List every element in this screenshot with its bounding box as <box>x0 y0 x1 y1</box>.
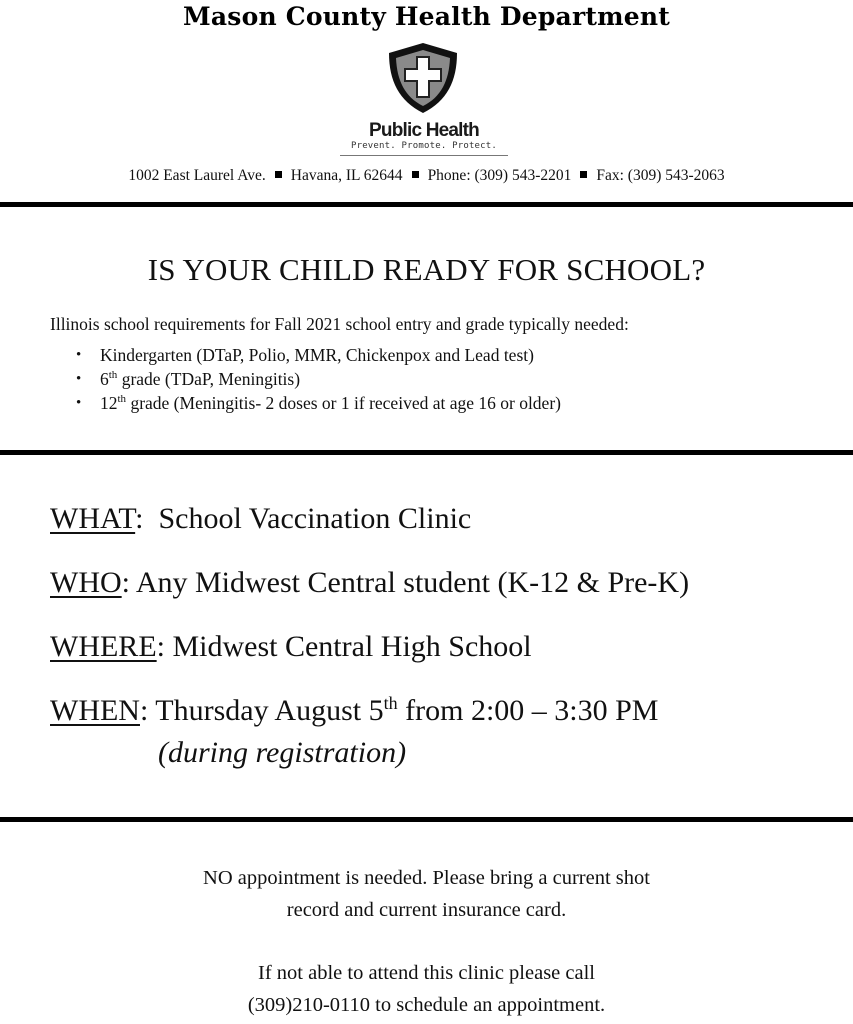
who-label: WHO <box>50 566 122 599</box>
bullet-icon: • <box>76 347 82 363</box>
logo-brand-text: Public Health <box>369 120 479 141</box>
organization-name: Mason County Health Department <box>183 2 670 31</box>
when-note: (during registration) <box>158 736 407 769</box>
closing-line: (309)210-0110 to schedule an appointment. <box>247 994 606 1016</box>
contact-phone: Phone: (309) 543-2201 <box>427 167 572 184</box>
closing-line: If not able to attend this clinic please call <box>258 962 595 984</box>
shield-cross-icon <box>383 41 463 115</box>
section-divider <box>0 202 853 207</box>
section-divider <box>0 450 853 455</box>
when-value: : Thursday August 5 <box>139 694 384 727</box>
requirements-list <box>72 343 561 415</box>
contact-line <box>0 165 853 187</box>
list-item: • 6th grade (TDaP, Meningitis) <box>76 369 301 389</box>
closing-line: NO appointment is needed. Please bring a current shot <box>203 867 650 889</box>
list-item: • 12th grade (Meningitis- 2 doses or 1 if received at age 16 or older) <box>76 393 561 413</box>
bullet-icon: • <box>76 395 82 411</box>
separator-square-icon <box>580 171 587 178</box>
requirements-intro: Illinois school requirements for Fall 2021 school entry and grade typically needed: <box>50 314 629 334</box>
bullet-icon: • <box>76 371 82 387</box>
page-headline: IS YOUR CHILD READY FOR SCHOOL? <box>147 252 706 287</box>
what-value: : School Vaccination Clinic <box>135 502 472 535</box>
separator-square-icon <box>412 171 419 178</box>
where-value: : Midwest Central High School <box>156 630 532 663</box>
section-divider <box>0 817 853 822</box>
contact-address: 1002 East Laurel Ave. <box>128 167 266 184</box>
separator-square-icon <box>275 171 282 178</box>
closing-line: record and current insurance card. <box>286 899 567 921</box>
when-label: WHEN <box>50 694 140 727</box>
event-what <box>50 499 471 539</box>
event-who <box>50 563 689 603</box>
logo-tagline: Prevent. Promote. Protect. <box>350 141 498 151</box>
contact-fax: Fax: (309) 543-2063 <box>596 167 725 184</box>
what-label: WHAT <box>50 502 136 535</box>
event-where <box>50 627 532 667</box>
where-label: WHERE <box>50 630 157 663</box>
contact-city: Havana, IL 62644 <box>290 167 403 184</box>
logo-divider <box>340 155 508 156</box>
who-value: : Any Midwest Central student (K-12 & Pre-K) <box>121 566 690 599</box>
event-when: WHEN: Thursday August 5th from 2:00 – 3:30 PM <box>50 693 659 727</box>
list-item: • Kindergarten (DTaP, Polio, MMR, Chickenpox and Lead test) <box>76 345 534 365</box>
public-health-logo <box>339 121 509 156</box>
